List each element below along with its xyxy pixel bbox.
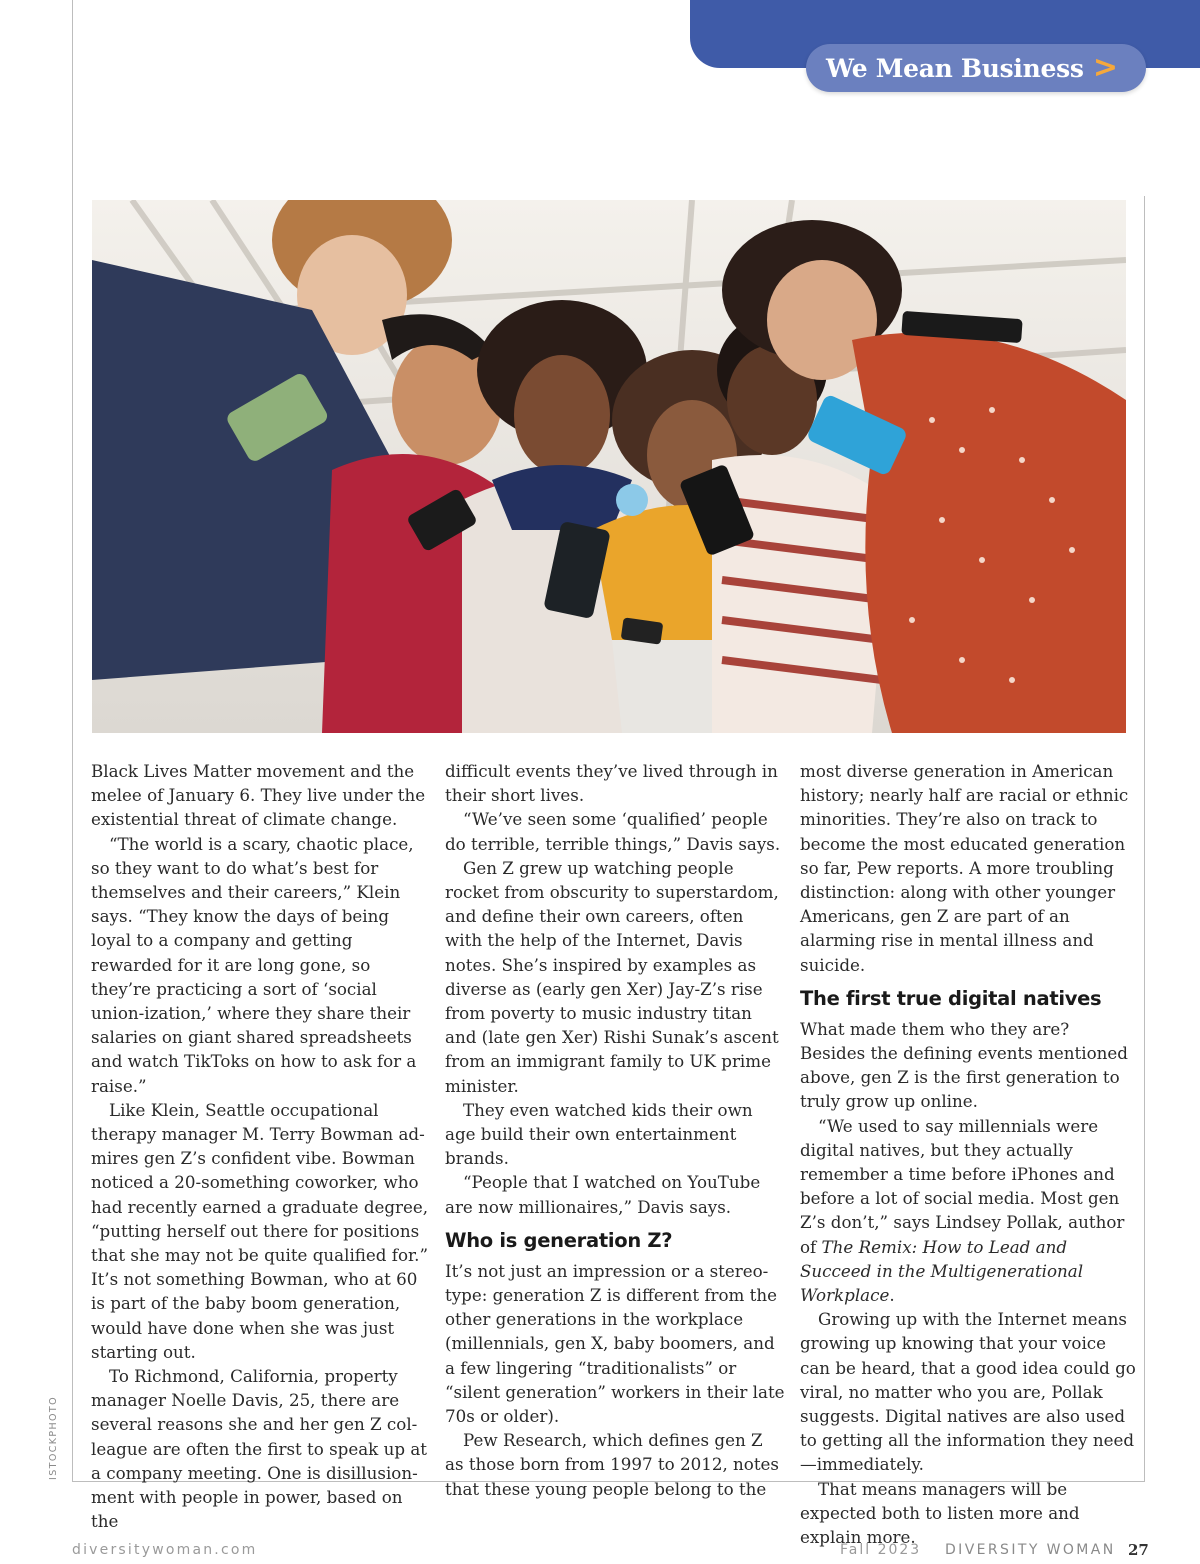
- article-column-3: [800, 759, 1136, 1549]
- article-column-1: [91, 759, 431, 1534]
- footer-website[interactable]: diversitywoman.com: [72, 1542, 258, 1558]
- right-margin-rule: [1144, 196, 1145, 1482]
- paragraph: difficult events they’ve lived through in their short lives.: [445, 761, 778, 806]
- paragraph: That means managers will be expected both to listen more and explain more.: [800, 1478, 1080, 1548]
- footer-magazine-name: DIVERSITY WOMAN: [945, 1542, 1116, 1558]
- paragraph: They even watched kids their own age build their own entertainment brands.: [445, 1099, 753, 1169]
- photo-credit: ISTOCKPHOTO: [48, 1395, 59, 1480]
- paragraph: Gen Z grew up watching people rocket from obscurity to superstardom, and define their own careers, often with the help of the Internet, Davis notes. She’s inspired by examples as diverse as (early gen Xer) Jay-Z’s rise from poverty to music industry titan and (late gen Xer) Rishi Sunak’s ascent from an immigrant family to UK prime minister.: [445, 857, 779, 1096]
- subheading: The first true digital natives: [800, 986, 1102, 1010]
- hero-photo: [92, 200, 1126, 733]
- chevron-right-icon: >: [1092, 50, 1118, 85]
- paragraph: What made them who they are? Besides the defining events mentioned above, gen Z is the first generation to truly grow up online.: [800, 1018, 1128, 1112]
- paragraph: most diverse generation in American history; nearly half are racial or ethnic minorities. They’re also on track to become the most educated generation so far, Pew reports. A more troubling distinction: along with other younger Americans, gen Z are part of an alarming rise in mental illness and suicide.: [800, 761, 1129, 975]
- paragraph: To Richmond, California, property manager Noelle Davis, 25, there are several reasons she and her gen Z col-league are often the first to speak up at a company meeting. One is disillusion-ment with people in power, based on the: [91, 1366, 427, 1532]
- footer-issue: Fall 2023: [840, 1542, 922, 1558]
- paragraph: “The world is a scary, chaotic place, so they want to do what’s best for themselves and their careers,” Klein says. “They know the days of being loyal to a company and getting rewarded for it are long gone, so they’re practicing a sort of ‘social union-ization,’ where they share their salaries on giant shared spreadsheets and watch TikToks on how to ask for a raise.”: [91, 833, 417, 1096]
- paragraph: Like Klein, Seattle occupational therapy manager M. Terry Bowman ad-mires gen Z’s confident vibe. Bowman noticed a 20-something coworker, who had recently earned a graduate degree, “putting herself out there for positions that she may not be quite qualified for.” It’s not something Bowman, who at 60 is part of the baby boom generation, would have done when she was just starting out.: [91, 1099, 429, 1362]
- paragraph: [800, 1114, 1136, 1308]
- article-column-2: [445, 759, 785, 1501]
- left-margin-rule: [72, 0, 73, 1482]
- page-number: 27: [1128, 1541, 1149, 1559]
- section-label-pill[interactable]: [806, 44, 1146, 92]
- paragraph: “We’ve seen some ‘qualified’ people do terrible, terrible things,” Davis says.: [445, 809, 781, 854]
- quote-end: .: [889, 1285, 895, 1306]
- book-title: The Remix: How to Lead and Succeed in the Multigenerational Workplace: [800, 1236, 1084, 1306]
- paragraph: Growing up with the Internet means growing up knowing that your voice can be heard, that a good idea could go viral, no matter who you are, Pollak suggests. Digital natives are also used to getting all the information they need—immediately.: [800, 1309, 1136, 1475]
- section-label: We Mean Business: [826, 53, 1084, 83]
- paragraph: Pew Research, which defines gen Z as those born from 1997 to 2012, notes that these young people belong to the: [445, 1430, 779, 1499]
- paragraph: “People that I watched on YouTube are now millionaires,” Davis says.: [445, 1172, 761, 1217]
- paragraph: Black Lives Matter movement and the melee of January 6. They live under the existential threat of climate change.: [91, 761, 426, 830]
- subheading: Who is generation Z?: [445, 1228, 673, 1252]
- quote-text: “We used to say millennials were digital natives, but they actually remember a time before iPhones and before a lot of social media. Most gen Z’s don’t,” says Lindsey Pollak, author of: [800, 1115, 1125, 1257]
- paragraph: It’s not just an impression or a stereo-type: generation Z is different from the other generations in the workplace (millennials, gen X, baby boomers, and a few lingering “traditionalists” or “silent generation” workers in their late 70s or older).: [445, 1260, 785, 1427]
